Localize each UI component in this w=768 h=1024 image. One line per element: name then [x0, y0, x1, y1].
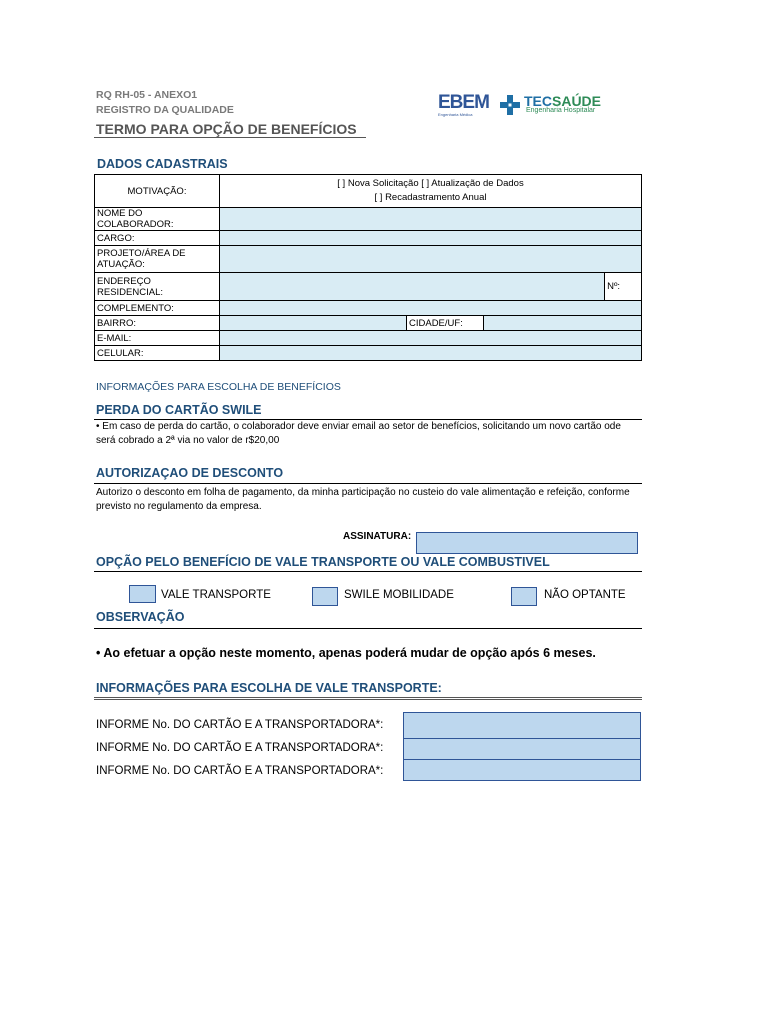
section-observacao: OBSERVAÇÃO	[96, 610, 185, 624]
email-label: E-MAIL:	[95, 331, 220, 346]
ebem-logo-text: EBEM	[438, 92, 489, 113]
section-autorizacao: AUTORIZAÇAO DE DESCONTO	[96, 466, 284, 480]
motivacao-line1[interactable]: [ ] Nova Solicitação [ ] Atualização de Dados	[337, 178, 524, 189]
celular-label: CELULAR:	[95, 346, 220, 361]
section-opcao-beneficio: OPÇÃO PELO BENEFÍCIO DE VALE TRANSPORTE OU VALE COMBUSTIVEL	[96, 555, 550, 569]
cross-icon	[499, 94, 521, 116]
saude-text: SAÚDE	[552, 93, 602, 109]
perda-text: • Em caso de perda do cartão, o colaborador deve enviar email ao setor de benefícios, solicitando um novo cartão ode será cobrado a 2ª via no valor de r$20,00	[96, 421, 621, 446]
nome-field[interactable]	[220, 208, 642, 231]
ebem-logo	[438, 92, 489, 117]
projeto-field[interactable]	[220, 246, 642, 273]
checkbox-swile-mobilidade[interactable]	[312, 587, 338, 606]
info-beneficios-label: INFORMAÇÕES PARA ESCOLHA DE BENEFÍCIOS	[96, 381, 341, 393]
celular-field[interactable]	[220, 346, 642, 361]
cadastral-table	[94, 174, 642, 361]
motivacao-label: MOTIVAÇÃO:	[95, 175, 220, 208]
ebem-logo-sub: Engenharia Médica	[438, 112, 473, 117]
autorizacao-text: Autorizo o desconto em folha de pagamento, da minha participação no custeio do vale alimentação e refeição, conforme previsto no regulamento da empresa.	[96, 487, 630, 512]
tec-sub: Engenharia Hospitalar	[526, 107, 596, 114]
doc-code: RQ RH-05 - ANEXO1	[96, 89, 198, 101]
endereco-field[interactable]	[220, 273, 605, 301]
checkbox-vale-transporte[interactable]	[129, 585, 156, 603]
bairro-field[interactable]	[220, 316, 407, 331]
numero-label: Nº:	[607, 281, 621, 292]
autorizacao-rule	[94, 483, 642, 484]
complemento-label: COMPLEMENTO:	[95, 301, 220, 316]
vt-row-label-2: INFORME No. DO CARTÃO E A TRANSPORTADORA*:	[96, 742, 384, 754]
assinatura-field[interactable]	[416, 532, 638, 554]
opcao-rule	[94, 571, 642, 572]
motivacao-line2[interactable]: [ ] Recadastramento Anual	[374, 192, 487, 203]
bairro-label: BAIRRO:	[95, 316, 220, 331]
registry-label: REGISTRO DA QUALIDADE	[96, 104, 234, 116]
assinatura-label: ASSINATURA:	[343, 531, 412, 542]
section-vale-transporte-info: INFORMAÇÕES PARA ESCOLHA DE VALE TRANSPORTE:	[96, 681, 442, 695]
observacao-text: • Ao efetuar a opção neste momento, apenas poderá mudar de opção após 6 meses.	[96, 646, 596, 660]
section-perda-cartao: PERDA DO CARTÃO SWILE	[96, 403, 262, 417]
cargo-field[interactable]	[220, 231, 642, 246]
projeto-label: PROJETO/ÁREA DE ATUAÇÃO:	[95, 246, 220, 273]
tec-text: TEC	[524, 93, 552, 109]
option-vale-transporte: VALE TRANSPORTE	[161, 589, 271, 601]
checkbox-nao-optante[interactable]	[511, 587, 537, 606]
observacao-rule	[94, 628, 642, 629]
vt-field-2[interactable]	[403, 738, 641, 760]
cidade-label: CIDADE/UF:	[407, 316, 484, 331]
cargo-label: CARGO:	[95, 231, 220, 246]
option-swile-mobilidade: SWILE MOBILIDADE	[344, 589, 454, 601]
email-field[interactable]	[220, 331, 642, 346]
section-dados-cadastrais: DADOS CADASTRAIS	[97, 157, 228, 171]
vt-rule	[94, 697, 642, 700]
complemento-field[interactable]	[220, 301, 642, 316]
motivacao-options[interactable]	[220, 175, 642, 208]
vt-field-3[interactable]	[403, 759, 641, 781]
vt-row-label-1: INFORME No. DO CARTÃO E A TRANSPORTADORA*:	[96, 719, 384, 731]
vt-row-label-3: INFORME No. DO CARTÃO E A TRANSPORTADORA*:	[96, 765, 384, 777]
numero-field[interactable]	[605, 273, 642, 301]
vt-field-1[interactable]	[403, 712, 641, 739]
option-nao-optante: NÃO OPTANTE	[544, 589, 626, 601]
cidade-field[interactable]	[484, 316, 642, 331]
endereco-label: ENDEREÇO RESIDENCIAL:	[95, 273, 220, 301]
page-title: TERMO PARA OPÇÃO DE BENEFÍCIOS	[96, 121, 357, 137]
title-underline	[94, 137, 366, 138]
nome-label: NOME DO COLABORADOR:	[95, 208, 220, 231]
